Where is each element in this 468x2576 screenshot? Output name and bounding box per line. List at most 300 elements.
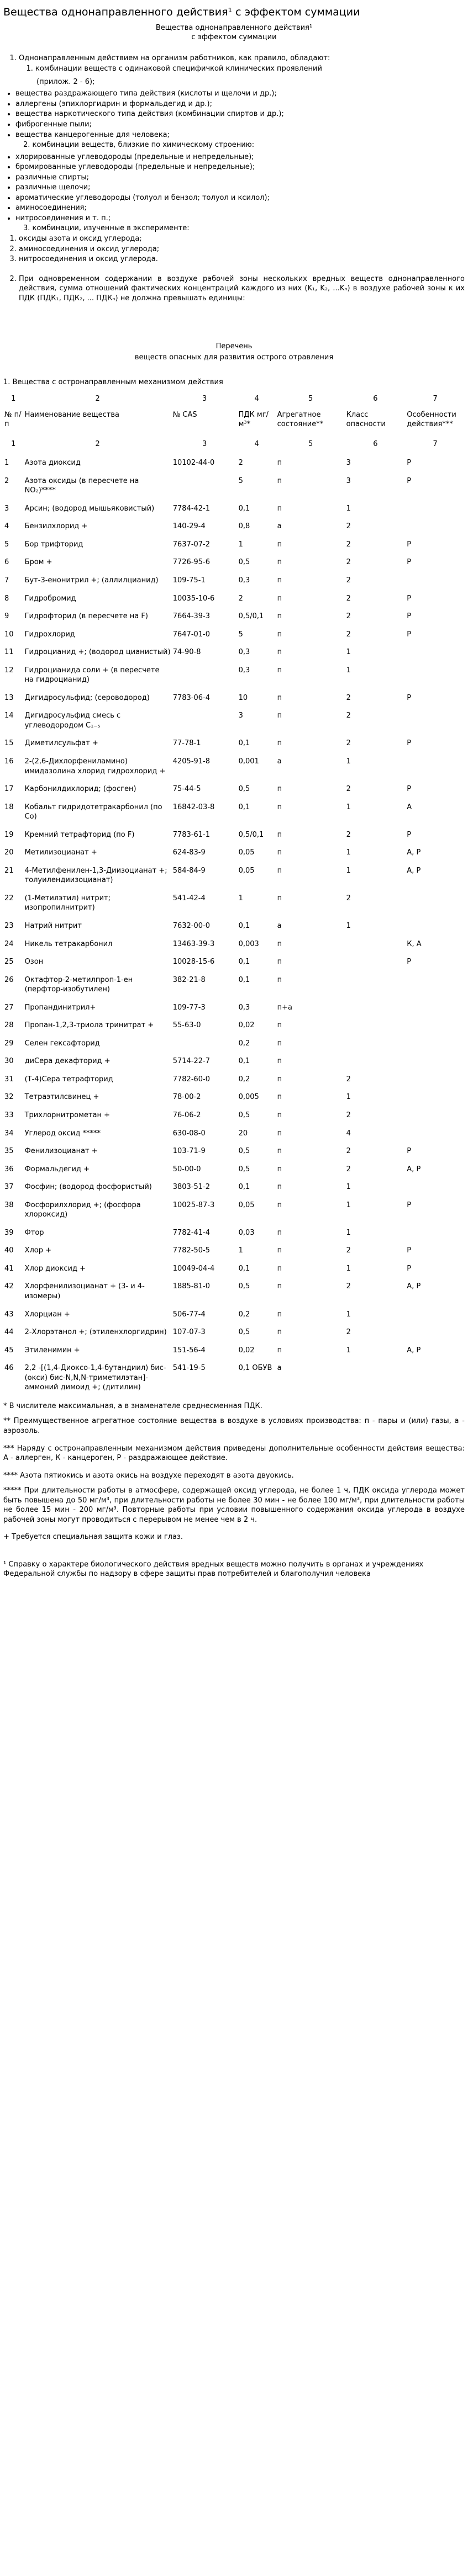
substance-name: Бензилхлорид + (24, 522, 88, 531)
hazard-class: 2 (346, 1111, 351, 1120)
aggregate-state: п (277, 612, 282, 621)
substance-name: Диметилсульфат + (24, 739, 98, 748)
substance-name: Гидрофторид (в пересчете на F) (24, 612, 148, 621)
pdk-value: 0,1 (238, 1057, 250, 1066)
list-subheading: веществ опасных для развития острого отравления (134, 353, 334, 362)
table-row (3, 801, 465, 828)
pdk-value: 0,3 (238, 1003, 250, 1012)
hazard-class: 2 (346, 1165, 351, 1173)
footnote-6: + Требуется специальная защита кожи и глаз. (3, 1533, 183, 1542)
aggregate-state: п (277, 666, 282, 674)
table-row (3, 556, 465, 574)
item-c-2: 2. аминосоединения и оксид углерода; (19, 245, 465, 254)
aggregate-state: п (277, 459, 282, 468)
subtitle-line-1: Вещества однонаправленного действия¹ (155, 23, 313, 32)
pdk-value: 2 (238, 594, 243, 603)
pdk-value: 0,1 (238, 803, 250, 811)
row-number: 8 (4, 594, 9, 603)
hazard-class (345, 955, 406, 974)
aggregate-state: п (277, 1057, 282, 1066)
cas-number: 1885-81-0 (172, 1282, 211, 1291)
cas-number: 382-21-8 (172, 975, 206, 984)
pdk-value: 0,1 (238, 504, 250, 513)
item-c-1: 1. оксиды азота и оксид углерода; (19, 234, 465, 244)
substance-name: Кремний тетрафторид (по F) (24, 830, 135, 839)
aggregate-state: п (277, 711, 282, 720)
hazard-class: 2 (346, 594, 351, 603)
hazard-class: 2 (346, 630, 351, 639)
action-features: Р (407, 476, 412, 485)
pdk-value: 1 (238, 894, 243, 902)
cas-number: 7783-06-4 (172, 693, 211, 702)
table-row (3, 892, 465, 920)
point-2: 2. При одновременном содержании в воздухе рабочей зоны нескольких вредных веществ однонаправленного действия, сумма отношений фактических концентраций каждого из них (K₁, K₂, ...Kₙ) в воздухе рабочей зоны к их ПДК (ПДК₁, ПДК₂, ... ПДКₙ) не должна превышать единицы: (19, 274, 465, 304)
table-row (3, 1019, 465, 1037)
hazard-class: 2 (346, 785, 351, 794)
row-number: 20 (4, 848, 14, 857)
col-num: 1 (11, 439, 16, 448)
substance-name: Хлор диоксид + (24, 1264, 86, 1273)
pdk-value: 0,5/0,1 (238, 612, 264, 621)
pdk-value: 0,8 (238, 522, 250, 531)
cas-number: 55-63-0 (172, 1021, 201, 1030)
pdk-value: 0,1 (238, 975, 250, 984)
row-number: 37 (4, 1183, 14, 1192)
cas-number: 506-77-4 (172, 1310, 206, 1319)
substance-name: 4-Метилфенилен-1,3-Диизоцианат +; толуилендиизоцианат) (24, 866, 167, 885)
hazard-class: 1 (346, 757, 351, 766)
cas-number: 10102-44-0 (172, 459, 215, 468)
substance-name: Фосфорилхлорид +; (фосфора хлороксид) (24, 1201, 141, 1219)
action-features: Р (407, 693, 412, 702)
cas-number: 541-42-4 (172, 894, 206, 902)
hazard-class: 1 (346, 648, 351, 657)
table-row (3, 1181, 465, 1199)
action-features (406, 974, 465, 1001)
aggregate-state: п (277, 1021, 282, 1030)
substance-name: Арсин; (водород мышьяковистый) (24, 504, 155, 513)
pdk-value: 0,1 ОБУВ (238, 1364, 272, 1373)
row-number: 12 (4, 666, 14, 674)
pdk-value: 5 (238, 630, 243, 639)
table-row (3, 737, 465, 755)
aggregate-state: п (277, 739, 282, 748)
aggregate-state: п (277, 1346, 282, 1355)
aggregate-state: п (277, 830, 282, 839)
column-number-row (3, 393, 465, 408)
action-features: А, Р (407, 848, 421, 857)
pdk-value: 0,02 (238, 1021, 255, 1030)
cas-number: 16842-03-8 (172, 803, 215, 811)
hazard-class: 2 (346, 576, 351, 585)
table-row (3, 1055, 465, 1073)
aggregate-state: п (277, 803, 282, 811)
table-row (3, 1326, 465, 1344)
col-num: 3 (202, 439, 207, 448)
bullet-b-5: • ароматические углеводороды (толуол и бензол; толуол и ксилол); (15, 193, 465, 203)
cas-number: 7726-95-6 (172, 558, 211, 567)
cas-number: 3803-51-2 (172, 1183, 211, 1192)
hazard-class: 1 (346, 803, 351, 811)
action-features (406, 1001, 465, 1019)
aggregate-state: п (277, 1129, 282, 1138)
table-row (3, 1127, 465, 1145)
action-features: Р (407, 739, 412, 748)
bullet-b-4: • различные щелочи; (15, 183, 465, 193)
cas-number (172, 475, 238, 502)
substance-name: Гидрохлорид (24, 630, 75, 639)
pdk-value: 0,003 (238, 939, 259, 948)
bullet-b-1: • хлорированные углеводороды (предельные и непредельные); (15, 152, 465, 162)
row-number: 15 (4, 739, 14, 748)
action-features (406, 664, 465, 692)
action-features (406, 1055, 465, 1073)
substance-name: Фенилизоцианат + (24, 1147, 98, 1156)
table-row (3, 610, 465, 628)
aggregate-state: п (277, 1328, 282, 1337)
bullets-group-b (3, 152, 465, 224)
table-row (3, 938, 465, 956)
aggregate-state: п (277, 576, 282, 585)
pdk-value: 0,5 (238, 1165, 250, 1173)
point-1-sublist (19, 64, 465, 74)
header-pdk: ПДК мг/м³* (238, 410, 269, 429)
point-1-text: Однонаправленным действием на организм работников, как правило, обладают: (19, 54, 330, 62)
hazard-class: 2 (346, 1328, 351, 1337)
bullets-group-a (3, 89, 465, 140)
footnote-1: * В числителе максимальная, а в знаменателе среднесменная ПДК. (3, 1401, 262, 1410)
hazard-class (345, 938, 406, 956)
row-number: 6 (4, 558, 9, 567)
table-row (3, 1001, 465, 1019)
substance-name: диСера декафторид + (24, 1057, 111, 1066)
table-row (3, 456, 465, 475)
aggregate-state: п (277, 1039, 282, 1048)
table-row (3, 1199, 465, 1226)
col-num: 4 (254, 439, 259, 448)
action-features (406, 1308, 465, 1326)
bullet-b-3: • различные спирты; (15, 173, 465, 183)
row-number: 23 (4, 922, 14, 930)
hazard-class: 1 (346, 922, 351, 930)
row-number: 44 (4, 1328, 14, 1337)
hazard-class: 2 (346, 522, 351, 531)
row-number: 9 (4, 612, 9, 621)
action-features (406, 520, 465, 538)
substance-name: (1-Метилэтил) нитрит; изопропилнитрит) (24, 894, 111, 912)
action-features (406, 1109, 465, 1127)
pdk-value: 2 (238, 459, 243, 468)
action-features: Р (407, 958, 412, 966)
aggregate-state: п (277, 1147, 282, 1156)
hazard-class: 2 (346, 739, 351, 748)
pdk-value: 3 (238, 711, 243, 720)
action-features (406, 1091, 465, 1109)
table-row (3, 783, 465, 801)
aggregate-state: п (277, 866, 282, 875)
pdk-value: 0,2 (238, 1075, 250, 1083)
pdk-value: 20 (238, 1129, 248, 1138)
aggregate-state: п (277, 1075, 282, 1083)
row-number: 26 (4, 975, 14, 984)
cas-number: 624-83-9 (172, 848, 206, 857)
aggregate-state: п (277, 540, 282, 549)
cas-number: 5714-22-7 (172, 1057, 211, 1066)
col-num: 1 (11, 394, 16, 403)
action-features: Р (407, 558, 412, 567)
table-row (3, 1073, 465, 1091)
action-features: А, Р (407, 866, 421, 875)
table-row (3, 955, 465, 974)
substance-name: (Т-4)Сера тетрафторид (24, 1075, 113, 1083)
subtitle-line-2: с эффектом суммации (191, 33, 277, 42)
table-row (3, 864, 465, 892)
substance-name: Пропан-1,2,3-триола тринитрат + (24, 1021, 154, 1030)
point-1-list (3, 54, 465, 74)
substance-name: Гидроцианида соли + (в пересчете на гидроцианид) (24, 666, 160, 684)
header-number: № п/п (4, 410, 22, 429)
pdk-value: 10 (238, 693, 248, 702)
cas-number: 584-84-9 (172, 866, 206, 875)
cas-number: 74-90-8 (172, 648, 201, 657)
table-row (3, 755, 465, 783)
substances-table (3, 393, 465, 1399)
row-number: 34 (4, 1129, 14, 1138)
table-row (3, 592, 465, 610)
substance-name: Кобальт гидридотетракарбонил (по Co) (24, 803, 162, 821)
pdk-value: 5 (238, 476, 243, 485)
aggregate-state: п (277, 975, 282, 984)
table-row (3, 1344, 465, 1362)
substance-name: Гидробромид (24, 594, 76, 603)
hazard-class (345, 1019, 406, 1037)
hazard-class: 2 (346, 1246, 351, 1255)
hazard-class: 2 (346, 1075, 351, 1083)
aggregate-state: п (277, 1228, 282, 1237)
hazard-class (345, 1001, 406, 1019)
row-number: 32 (4, 1093, 14, 1102)
point-1 (19, 54, 465, 74)
pdk-value: 0,02 (238, 1346, 255, 1355)
row-number: 14 (4, 711, 14, 720)
sub-2-heading: 2. комбинации веществ, близкие по химическому строению: (23, 141, 255, 150)
substance-name: Октафтор-2-метилпроп-1-ен (перфтор-изобутилен) (24, 975, 133, 994)
substance-name: Дигидросульфид; (сероводород) (24, 693, 150, 702)
substance-name: Фосфин; (водород фосфористый) (24, 1183, 152, 1192)
pdk-value: 0,1 (238, 1264, 250, 1273)
substance-name: Озон (24, 958, 44, 966)
point-1-sub-1: 1. комбинации веществ с одинаковой специфичкой клинических проявлений (35, 64, 465, 74)
table-header-row (3, 408, 465, 435)
aggregate-state: п (277, 939, 282, 948)
substance-name: Формальдегид + (24, 1165, 90, 1173)
action-features: Р (407, 1201, 412, 1209)
cas-number: 7783-61-1 (172, 830, 211, 839)
col-num: 5 (308, 394, 313, 403)
hazard-class: 1 (346, 1093, 351, 1102)
col-num: 3 (202, 394, 207, 403)
hazard-class: 3 (346, 476, 351, 485)
action-features: Р (407, 1147, 412, 1156)
action-features: Р (407, 785, 412, 794)
action-features: К, А (407, 939, 422, 948)
hazard-class: 2 (346, 612, 351, 621)
cas-number: 7784-42-1 (172, 504, 211, 513)
cas-number: 151-56-4 (172, 1346, 206, 1355)
bullet-a-1: • вещества раздражающего типа действия (кислоты и щелочи и др.); (15, 89, 465, 99)
action-features (406, 1226, 465, 1245)
cas-number: 13463-39-3 (172, 939, 215, 948)
table-row (3, 709, 465, 737)
pdk-value: 0,5 (238, 558, 250, 567)
row-number: 30 (4, 1057, 14, 1066)
cas-number: 630-08-0 (172, 1129, 206, 1138)
table-row (3, 1244, 465, 1262)
action-features: Р (407, 630, 412, 639)
action-features (406, 574, 465, 592)
table-row (3, 520, 465, 538)
point-2-list (3, 274, 465, 304)
aggregate-state: п (277, 1183, 282, 1192)
action-features: Р (407, 612, 412, 621)
cas-number: 140-29-4 (172, 522, 206, 531)
footnote-2: ** Преимущественное агрегатное состояние вещества в воздухе в условиях производства: п - пары и (или) газы, а - аэрозоль. (3, 1417, 465, 1435)
header-cas: № CAS (172, 410, 197, 419)
table-row (3, 538, 465, 556)
bullet-b-6: • аминосоединения; (15, 203, 465, 213)
table-row (3, 692, 465, 710)
row-number: 17 (4, 785, 14, 794)
pdk-value: 0,05 (238, 1201, 255, 1209)
hazard-class: 1 (346, 1310, 351, 1319)
aggregate-state: п (277, 1264, 282, 1273)
cas-number: 4205-91-8 (172, 757, 211, 766)
row-number: 41 (4, 1264, 14, 1273)
aggregate-state: п (277, 1165, 282, 1173)
bullet-b-7: • нитросоединения и т. п.; (15, 214, 465, 224)
hazard-class: 2 (346, 1282, 351, 1291)
row-number: 2 (4, 476, 9, 485)
table-row (3, 1226, 465, 1245)
hazard-class: 3 (346, 459, 351, 468)
hazard-class: 2 (346, 894, 351, 902)
table-row (3, 1145, 465, 1163)
action-features (406, 1037, 465, 1055)
cas-number: 77-78-1 (172, 739, 201, 748)
table-row (3, 974, 465, 1001)
footnote-5: ***** При длительности работы в атмосфере, содержащей оксид углерода, не более 1 ч, ПДК оксида углерода может быть повышена до 50 мг/м³, при длительности работы не более 30 мин - не более 100 мг/м³, при длительности работы не более 15 мин - 200 мг/м³. Повторные работы при условии повышенного содержания оксида углерода в воздухе рабочей зоны могут проводиться с перерывом не менее чем в 2 ч. (3, 1486, 465, 1524)
substance-name: Хлорциан + (24, 1310, 70, 1319)
hazard-class: 1 (346, 504, 351, 513)
sub-3-heading: 3. комбинации, изученные в эксперименте: (23, 224, 190, 233)
table-row (3, 502, 465, 520)
aggregate-state: п (277, 693, 282, 702)
hazard-class: 2 (346, 711, 351, 720)
substance-name: Азота диоксид (24, 459, 81, 468)
pdk-value: 0,5 (238, 1328, 250, 1337)
hazard-class: 4 (346, 1129, 351, 1138)
action-features (406, 1127, 465, 1145)
table-row (3, 664, 465, 692)
row-number: 1 (4, 459, 9, 468)
action-features: Р (407, 540, 412, 549)
pdk-value: 0,001 (238, 757, 259, 766)
action-features (406, 1181, 465, 1199)
pdk-value: 0,5/0,1 (238, 830, 264, 839)
aggregate-state: п (277, 476, 282, 485)
cas-number: 7782-60-0 (172, 1075, 211, 1083)
aggregate-state: п (277, 785, 282, 794)
row-number: 33 (4, 1111, 14, 1120)
cas-number: 50-00-0 (172, 1165, 201, 1173)
row-number: 35 (4, 1147, 14, 1156)
table-row (3, 628, 465, 646)
substance-name: Селен гексафторид (24, 1039, 100, 1048)
action-features: А, Р (407, 1282, 421, 1291)
document-title: Вещества однонаправленного действия¹ с эффектом суммации (3, 6, 360, 18)
pdk-value: 1 (238, 1246, 243, 1255)
substances-table-body (3, 393, 465, 1399)
substance-name: Никель тетракарбонил (24, 939, 113, 948)
row-number: 38 (4, 1201, 14, 1209)
substance-name: Трихлорнитрометан + (24, 1111, 111, 1120)
substance-name: Азота оксиды (в пересчете на NO₂)**** (24, 476, 139, 495)
substance-name: Пропандинитрил+ (24, 1003, 96, 1012)
pdk-value: 0,5 (238, 1282, 250, 1291)
table-row (3, 1109, 465, 1127)
cas-number: 107-07-3 (172, 1328, 206, 1337)
substance-name: 2,2 -[(1,4-Диоксо-1,4-бутандиил) бис-(окси) бис-N,N,N-триметилэтан]-аммоний димоид +; (дитилин) (24, 1364, 166, 1392)
pdk-value: 0,1 (238, 922, 250, 930)
col-num: 2 (95, 394, 100, 403)
column-number-row-2 (3, 435, 465, 457)
action-features: А (407, 803, 412, 811)
item-c-3: 3. нитросоединения и оксид углерода. (19, 254, 465, 264)
aggregate-state: п (277, 848, 282, 857)
cas-number: 10049-04-4 (172, 1264, 215, 1273)
substance-name: Хлорфенилизоцианат + (3- и 4-изомеры) (24, 1282, 145, 1301)
cas-number: 10035-10-6 (172, 594, 215, 603)
row-number: 19 (4, 830, 14, 839)
section-caption: 1. Вещества с остронаправленным механизмом действия (3, 378, 223, 387)
header-name: Наименование вещества (24, 410, 119, 419)
row-number: 24 (4, 939, 14, 948)
hazard-class: 2 (346, 540, 351, 549)
bullet-a-5: • вещества канцерогенные для человека; (15, 130, 465, 140)
table-row (3, 1262, 465, 1281)
row-number: 25 (4, 958, 14, 966)
cas-number: 10025-87-3 (172, 1201, 215, 1209)
action-features (406, 1073, 465, 1091)
pdk-value: 0,2 (238, 1310, 250, 1319)
footnotes (3, 1401, 465, 1542)
row-number: 21 (4, 866, 14, 875)
hazard-class: 2 (346, 558, 351, 567)
row-number: 29 (4, 1039, 14, 1048)
aggregate-state: п (277, 504, 282, 513)
action-features: Р (407, 594, 412, 603)
hazard-class: 1 (346, 1264, 351, 1273)
row-number: 28 (4, 1021, 14, 1030)
hazard-class (345, 1037, 406, 1055)
substance-name: Этиленимин + (24, 1346, 80, 1355)
action-features: А, Р (407, 1346, 421, 1355)
footnote-4: **** Азота пятиокись и азота окись на воздухе переходят в азота двуокись. (3, 1471, 294, 1480)
row-number: 4 (4, 522, 9, 531)
cas-number: 10028-15-6 (172, 958, 215, 966)
list-heading: Перечень (215, 342, 253, 351)
pdk-value: 0,3 (238, 648, 250, 657)
